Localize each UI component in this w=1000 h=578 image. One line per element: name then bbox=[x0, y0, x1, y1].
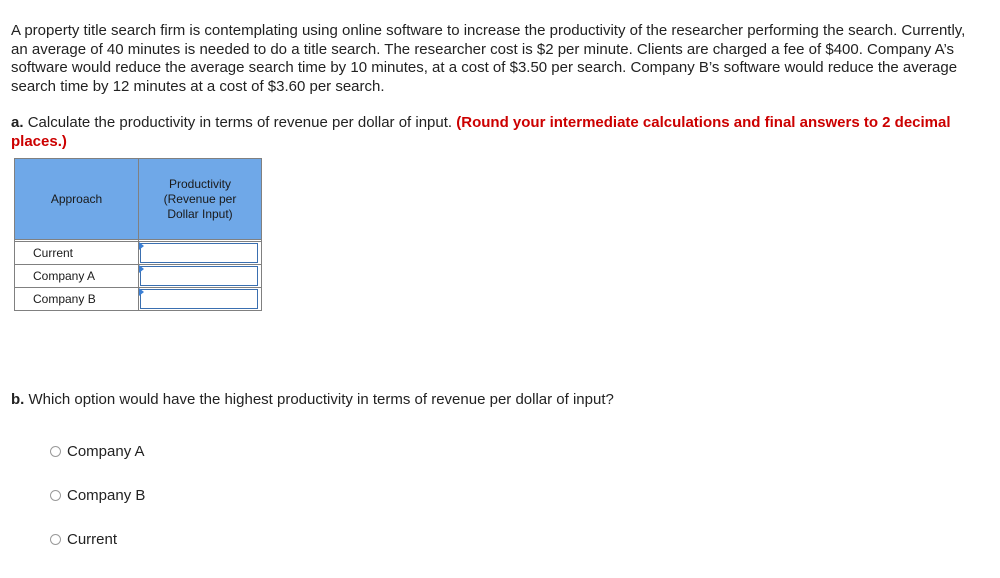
header-approach: Approach bbox=[15, 159, 139, 240]
option-company-a[interactable] bbox=[50, 443, 145, 460]
part-a-question bbox=[11, 114, 986, 151]
row-label-current: Current bbox=[15, 242, 139, 265]
radio-button-icon[interactable] bbox=[50, 490, 61, 501]
part-b-label: b. bbox=[11, 391, 25, 408]
header-productivity-text: Productivity (Revenue per Dollar Input) bbox=[163, 176, 237, 221]
part-b-question bbox=[11, 391, 614, 408]
table-row bbox=[15, 265, 262, 288]
radio-button-icon[interactable] bbox=[50, 534, 61, 545]
option-label-company-a: Company A bbox=[67, 443, 145, 460]
productivity-input-company-a[interactable] bbox=[140, 266, 258, 286]
table-row bbox=[15, 288, 262, 311]
answer-table bbox=[14, 158, 262, 311]
radio-button-icon[interactable] bbox=[50, 446, 61, 457]
option-label-company-b: Company B bbox=[67, 487, 146, 504]
cell-company-b bbox=[139, 288, 262, 311]
part-a-label: a. bbox=[11, 114, 24, 131]
productivity-input-current[interactable] bbox=[140, 243, 258, 263]
cell-company-a bbox=[139, 265, 262, 288]
option-current[interactable] bbox=[50, 531, 117, 548]
input-marker-icon bbox=[139, 265, 144, 273]
input-marker-icon bbox=[139, 242, 144, 250]
row-label-company-a: Company A bbox=[15, 265, 139, 288]
problem-statement: A property title search firm is contemplating using online software to increase the productivity of the researcher performing the search. Currently, an average of 40 minutes is needed to do a title search. The researcher cost is $2 per minute. Clients are charged a fee of $400. Company A’s software would reduce the average search time by 10 minutes, at a cost of $3.50 per search. Company B’s software would reduce the average search time by 12 minutes at a cost of $3.60 per search. bbox=[11, 22, 966, 95]
option-company-b[interactable] bbox=[50, 487, 145, 504]
cell-current bbox=[139, 242, 262, 265]
part-a-text: Calculate the productivity in terms of revenue per dollar of input. bbox=[27, 114, 453, 131]
part-b-text: Which option would have the highest productivity in terms of revenue per dollar of input? bbox=[28, 391, 614, 408]
part-a-instruction: (Round your intermediate calculations and final answers to 2 decimal places.) bbox=[11, 114, 951, 150]
header-productivity bbox=[139, 159, 262, 240]
productivity-input-company-b[interactable] bbox=[140, 289, 258, 309]
option-label-current: Current bbox=[67, 531, 118, 548]
row-label-company-b: Company B bbox=[15, 288, 139, 311]
input-marker-icon bbox=[139, 288, 144, 296]
table-row bbox=[15, 242, 262, 265]
